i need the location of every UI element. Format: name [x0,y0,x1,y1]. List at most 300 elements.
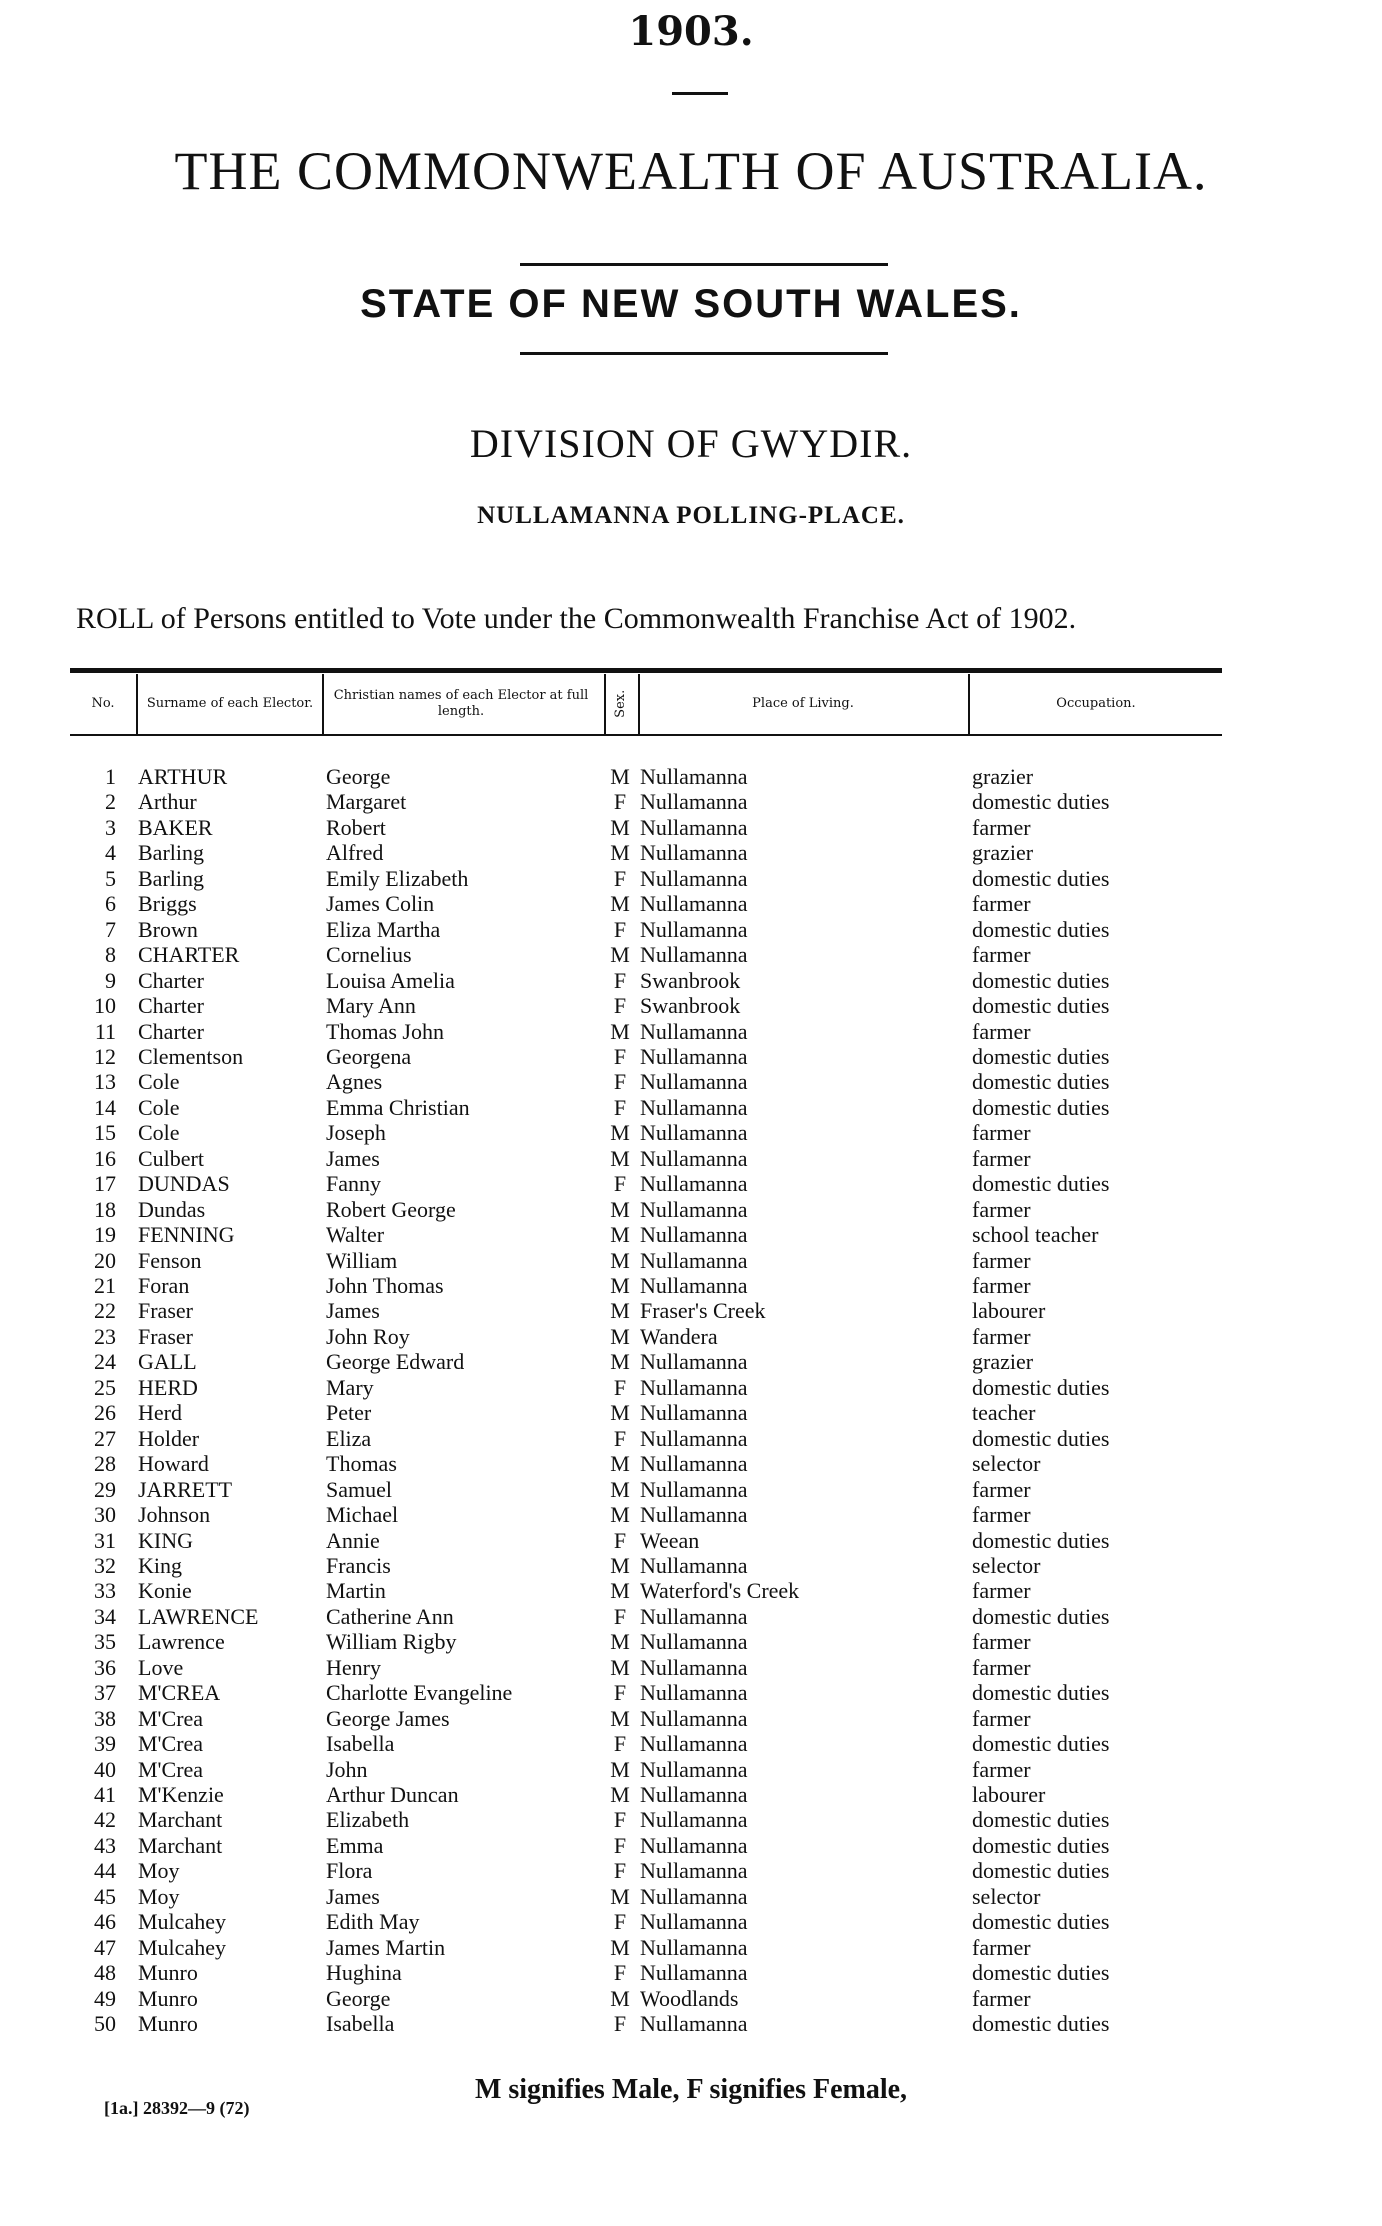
elector-number: 12 [94,1043,116,1069]
elector-place: Nullamanna [640,1120,748,1146]
elector-occupation: farmer [972,1985,1031,2011]
year-heading: 1903. [628,8,754,55]
elector-occupation: farmer [972,1018,1031,1044]
elector-place: Nullamanna [640,764,748,789]
divider-rule [520,352,888,355]
elector-number: 23 [94,1323,116,1349]
elector-christian-names: Flora [326,1858,373,1884]
elector-number: 7 [105,916,116,942]
elector-christian-names: Edith May [326,1909,420,1935]
elector-place: Nullamanna [640,1425,748,1451]
elector-sex: F [613,1425,627,1451]
elector-surname: Cole [138,1120,180,1146]
elector-sex: F [613,1832,627,1858]
elector-occupation: farmer [972,1705,1031,1731]
elector-place: Wandera [640,1323,718,1349]
elector-christian-names: George James [326,1705,450,1731]
elector-sex: F [613,2011,627,2037]
elector-place: Nullamanna [640,2011,748,2037]
elector-surname: Charter [138,967,204,993]
table-row [0,815,1382,841]
elector-occupation: grazier [972,764,1034,789]
elector-number: 22 [94,1298,116,1324]
elector-occupation: farmer [972,1934,1031,1960]
table-row [0,1960,1382,1986]
elector-number: 34 [94,1603,116,1629]
elector-occupation: domestic duties [972,1374,1110,1400]
elector-number: 39 [94,1731,116,1757]
elector-number: 32 [94,1552,116,1578]
elector-number: 20 [94,1247,116,1273]
elector-christian-names: Eliza [326,1425,372,1451]
elector-sex: M [610,1782,630,1807]
elector-surname: Johnson [138,1502,211,1528]
elector-christian-names: Walter [326,1222,385,1248]
table-row [0,1655,1382,1681]
elector-number: 49 [94,1985,116,2011]
elector-christian-names: Hughina [326,1960,402,1986]
elector-occupation: school teacher [972,1222,1099,1248]
elector-surname: Culbert [138,1145,204,1171]
elector-occupation: domestic duties [972,789,1110,815]
column-header-occupation: Occupation. [1056,696,1136,712]
elector-christian-names: Mary Ann [326,993,416,1019]
table-row [0,1171,1382,1197]
elector-sex: F [613,865,627,891]
divider-rule [520,263,888,266]
elector-christian-names: Louisa Amelia [326,967,455,993]
elector-occupation: farmer [972,1196,1031,1222]
elector-number: 35 [94,1629,116,1655]
elector-sex: M [610,1120,630,1146]
elector-place: Nullamanna [640,1043,748,1069]
elector-surname: Moy [138,1858,180,1884]
elector-sex: M [610,1145,630,1171]
elector-number: 9 [105,967,116,993]
elector-sex: F [613,1094,627,1120]
elector-christian-names: Catherine Ann [326,1603,454,1629]
elector-place: Nullamanna [640,814,748,840]
elector-number: 26 [94,1400,116,1426]
elector-occupation: domestic duties [972,1527,1110,1553]
elector-surname: DUNDAS [138,1171,230,1197]
table-row [0,1884,1382,1910]
elector-number: 46 [94,1909,116,1935]
elector-christian-names: Michael [326,1502,399,1528]
elector-surname: M'Crea [138,1756,204,1782]
elector-number: 33 [94,1578,116,1604]
elector-surname: Howard [138,1451,209,1477]
elector-occupation: domestic duties [972,865,1110,891]
column-header-surname: Surname of each Elector. [146,696,314,712]
elector-surname: Love [138,1654,184,1680]
elector-christian-names: Isabella [326,2011,395,2037]
elector-sex: M [610,764,630,789]
elector-sex: F [613,1069,627,1095]
elector-number: 30 [94,1502,116,1528]
elector-occupation: selector [972,1552,1041,1578]
elector-christian-names: Agnes [326,1069,383,1095]
column-header-christian-names: Christian names of each Elector at full length. [333,688,589,719]
elector-christian-names: James Colin [326,891,435,917]
elector-christian-names: Peter [326,1400,372,1426]
elector-place: Nullamanna [640,1273,748,1298]
table-row [0,1528,1382,1554]
elector-surname: KING [138,1527,193,1553]
elector-place: Nullamanna [640,1705,748,1731]
table-row [0,1248,1382,1274]
elector-christian-names: Joseph [326,1120,386,1146]
elector-place: Nullamanna [640,1909,748,1935]
elector-sex: M [610,814,630,840]
elector-occupation: domestic duties [972,1094,1110,1120]
elector-surname: Barling [138,865,204,891]
elector-place: Nullamanna [640,1756,748,1782]
elector-occupation: domestic duties [972,1680,1110,1706]
elector-surname: Briggs [138,891,197,917]
elector-number: 1 [105,764,116,789]
elector-place: Nullamanna [640,891,748,917]
table-row [0,1349,1382,1375]
elector-surname: Mulcahey [138,1934,226,1960]
elector-sex: M [610,840,630,866]
elector-surname: Mulcahey [138,1909,226,1935]
elector-place: Nullamanna [640,1934,748,1960]
elector-sex: M [610,1400,630,1426]
elector-place: Nullamanna [640,1400,748,1426]
elector-place: Nullamanna [640,789,748,815]
table-row [0,789,1382,815]
table-row [0,1757,1382,1783]
table-row [0,1680,1382,1706]
elector-surname: Herd [138,1400,182,1426]
column-header-no: No. [91,696,115,712]
table-top-rule [70,668,1222,673]
elector-place: Nullamanna [640,1145,748,1171]
elector-occupation: domestic duties [972,1858,1110,1884]
table-row [0,1324,1382,1350]
table-row [0,1426,1382,1452]
elector-occupation: domestic duties [972,1960,1110,1986]
elector-number: 50 [94,2011,116,2037]
elector-place: Nullamanna [640,1680,748,1706]
elector-christian-names: Henry [326,1654,381,1680]
elector-surname: Barling [138,840,204,866]
elector-place: Nullamanna [640,1247,748,1273]
table-row [0,1833,1382,1859]
elector-sex: F [613,967,627,993]
elector-number: 28 [94,1451,116,1477]
elector-place: Nullamanna [640,1476,748,1502]
elector-surname: FENNING [138,1222,235,1248]
elector-number: 2 [105,789,116,815]
elector-occupation: farmer [972,891,1031,917]
elector-number: 42 [94,1807,116,1833]
elector-place: Nullamanna [640,1832,748,1858]
elector-surname: Brown [138,916,198,942]
elector-place: Weean [640,1527,700,1553]
elector-place: Nullamanna [640,840,748,866]
elector-surname: Munro [138,1960,198,1986]
elector-christian-names: Eliza Martha [326,916,441,942]
table-row [0,1782,1382,1808]
elector-christian-names: Georgena [326,1043,412,1069]
elector-number: 25 [94,1374,116,1400]
elector-sex: F [613,1909,627,1935]
elector-sex: M [610,1654,630,1680]
elector-sex: M [610,1349,630,1375]
table-row [0,1553,1382,1579]
elector-occupation: farmer [972,942,1031,968]
elector-sex: F [613,1527,627,1553]
elector-christian-names: James [326,1883,380,1909]
elector-christian-names: James Martin [326,1934,446,1960]
elector-christian-names: Emma Christian [326,1094,470,1120]
elector-number: 44 [94,1858,116,1884]
elector-occupation: farmer [972,1273,1031,1298]
table-row [0,2011,1382,2037]
elector-christian-names: James [326,1145,380,1171]
elector-place: Nullamanna [640,1960,748,1986]
elector-occupation: domestic duties [972,1171,1110,1197]
elector-sex: M [610,1578,630,1604]
elector-sex: M [610,1705,630,1731]
elector-number: 17 [94,1171,116,1197]
elector-occupation: farmer [972,1476,1031,1502]
elector-occupation: farmer [972,1323,1031,1349]
elector-surname: Munro [138,2011,198,2037]
elector-sex: M [610,1476,630,1502]
elector-christian-names: Fanny [326,1171,381,1197]
elector-surname: Arthur [138,789,197,815]
elector-surname: M'Kenzie [138,1782,224,1807]
elector-place: Nullamanna [640,1196,748,1222]
elector-occupation: farmer [972,1120,1031,1146]
elector-occupation: farmer [972,1629,1031,1655]
elector-surname: JARRETT [138,1476,233,1502]
table-row [0,1146,1382,1172]
elector-surname: LAWRENCE [138,1603,259,1629]
elector-occupation: farmer [972,1578,1031,1604]
table-row [0,764,1382,790]
elector-occupation: domestic duties [972,967,1110,993]
elector-occupation: domestic duties [972,1043,1110,1069]
elector-occupation: domestic duties [972,2011,1110,2037]
table-header-bottom-rule [70,734,1222,736]
elector-surname: GALL [138,1349,197,1375]
elector-christian-names: George [326,764,391,789]
elector-number: 18 [94,1196,116,1222]
elector-christian-names: William [326,1247,398,1273]
elector-surname: Fraser [138,1323,193,1349]
elector-sex: M [610,1018,630,1044]
table-row [0,1197,1382,1223]
elector-number: 48 [94,1960,116,1986]
elector-sex: M [610,1502,630,1528]
table-row [0,1451,1382,1477]
table-row [0,1986,1382,2012]
elector-place: Fraser's Creek [640,1298,766,1324]
elector-surname: Lawrence [138,1629,225,1655]
elector-number: 45 [94,1883,116,1909]
elector-sex: F [613,1858,627,1884]
column-header-sex [606,676,636,732]
elector-number: 24 [94,1349,116,1375]
elector-occupation: domestic duties [972,916,1110,942]
elector-sex: F [613,1043,627,1069]
elector-occupation: farmer [972,1247,1031,1273]
elector-sex: F [613,1807,627,1833]
elector-occupation: farmer [972,1756,1031,1782]
elector-sex: M [610,1552,630,1578]
table-row [0,1120,1382,1146]
elector-place: Nullamanna [640,1451,748,1477]
elector-surname: Konie [138,1578,192,1604]
table-row [0,1731,1382,1757]
table-row [0,968,1382,994]
elector-sex: F [613,1171,627,1197]
elector-number: 11 [94,1018,116,1044]
elector-place: Nullamanna [640,1374,748,1400]
table-row [0,1477,1382,1503]
column-header-sex-label: Sex. [613,689,629,719]
elector-place: Nullamanna [640,1222,748,1248]
elector-sex: M [610,1247,630,1273]
elector-number: 19 [94,1222,116,1248]
elector-place: Nullamanna [640,1629,748,1655]
elector-christian-names: Francis [326,1552,391,1578]
elector-surname: CHARTER [138,942,240,968]
elector-number: 8 [105,942,116,968]
table-row [0,840,1382,866]
elector-number: 16 [94,1145,116,1171]
elector-christian-names: William Rigby [326,1629,457,1655]
elector-surname: Marchant [138,1807,223,1833]
elector-surname: Fraser [138,1298,193,1324]
divider-rule [672,92,728,95]
elector-sex: M [610,1756,630,1782]
table-row [0,1222,1382,1248]
elector-number: 4 [105,840,116,866]
elector-christian-names: James [326,1298,380,1324]
elector-surname: Clementson [138,1043,244,1069]
column-divider [322,674,324,734]
elector-christian-names: Mary [326,1374,374,1400]
polling-place-heading: NULLAMANNA POLLING-PLACE. [477,502,905,529]
table-row [0,1273,1382,1299]
elector-christian-names: George [326,1985,391,2011]
elector-surname: King [138,1552,182,1578]
elector-occupation: domestic duties [972,1807,1110,1833]
table-row [0,1909,1382,1935]
elector-sex: M [610,1629,630,1655]
elector-christian-names: Robert George [326,1196,456,1222]
table-row [0,1375,1382,1401]
table-row [0,1807,1382,1833]
elector-surname: Charter [138,993,204,1019]
elector-christian-names: Thomas [326,1451,397,1477]
elector-sex: M [610,1934,630,1960]
elector-surname: Marchant [138,1832,223,1858]
elector-place: Swanbrook [640,967,741,993]
elector-sex: M [610,1323,630,1349]
elector-surname: Fenson [138,1247,202,1273]
table-row [0,891,1382,917]
elector-sex: F [613,1680,627,1706]
elector-christian-names: Martin [326,1578,386,1604]
table-row [0,1604,1382,1630]
table-row [0,1629,1382,1655]
elector-sex: M [610,1451,630,1477]
elector-christian-names: Alfred [326,840,384,866]
elector-number: 15 [94,1120,116,1146]
elector-surname: Cole [138,1094,180,1120]
elector-number: 21 [94,1273,116,1298]
elector-sex: M [610,891,630,917]
elector-occupation: domestic duties [972,1069,1110,1095]
table-row [0,1400,1382,1426]
column-divider [136,674,138,734]
elector-occupation: domestic duties [972,1832,1110,1858]
elector-christian-names: John [326,1756,368,1782]
elector-christian-names: Robert [326,814,386,840]
table-row [0,1298,1382,1324]
elector-sex: M [610,1883,630,1909]
elector-christian-names: Emily Elizabeth [326,865,469,891]
elector-place: Nullamanna [640,1171,748,1197]
elector-place: Nullamanna [640,1654,748,1680]
elector-number: 31 [94,1527,116,1553]
elector-sex: F [613,993,627,1019]
elector-place: Nullamanna [640,1552,748,1578]
elector-occupation: labourer [972,1782,1046,1807]
table-row [0,1706,1382,1732]
elector-occupation: domestic duties [972,993,1110,1019]
elector-number: 13 [94,1069,116,1095]
elector-surname: M'Crea [138,1731,204,1757]
elector-christian-names: Charlotte Evangeline [326,1680,513,1706]
elector-christian-names: Thomas John [326,1018,444,1044]
elector-place: Waterford's Creek [640,1578,800,1604]
elector-sex: M [610,1985,630,2011]
division-heading: DIVISION OF GWYDIR. [469,421,913,466]
elector-occupation: grazier [972,840,1034,866]
elector-sex: F [613,916,627,942]
elector-sex: M [610,942,630,968]
elector-occupation: selector [972,1883,1041,1909]
elector-christian-names: George Edward [326,1349,465,1375]
elector-surname: Munro [138,1985,198,2011]
elector-place: Nullamanna [640,865,748,891]
elector-surname: HERD [138,1374,198,1400]
elector-christian-names: Samuel [326,1476,392,1502]
elector-place: Nullamanna [640,1603,748,1629]
elector-occupation: farmer [972,814,1031,840]
table-row [0,1019,1382,1045]
elector-place: Nullamanna [640,1782,748,1807]
elector-occupation: farmer [972,1502,1031,1528]
elector-christian-names: Cornelius [326,942,412,968]
elector-sex: F [613,789,627,815]
elector-number: 36 [94,1654,116,1680]
elector-sex: F [613,1603,627,1629]
elector-occupation: grazier [972,1349,1034,1375]
elector-place: Nullamanna [640,1731,748,1757]
elector-number: 37 [94,1680,116,1706]
elector-christian-names: Emma [326,1832,384,1858]
elector-surname: Foran [138,1273,190,1298]
elector-place: Woodlands [640,1985,739,2011]
